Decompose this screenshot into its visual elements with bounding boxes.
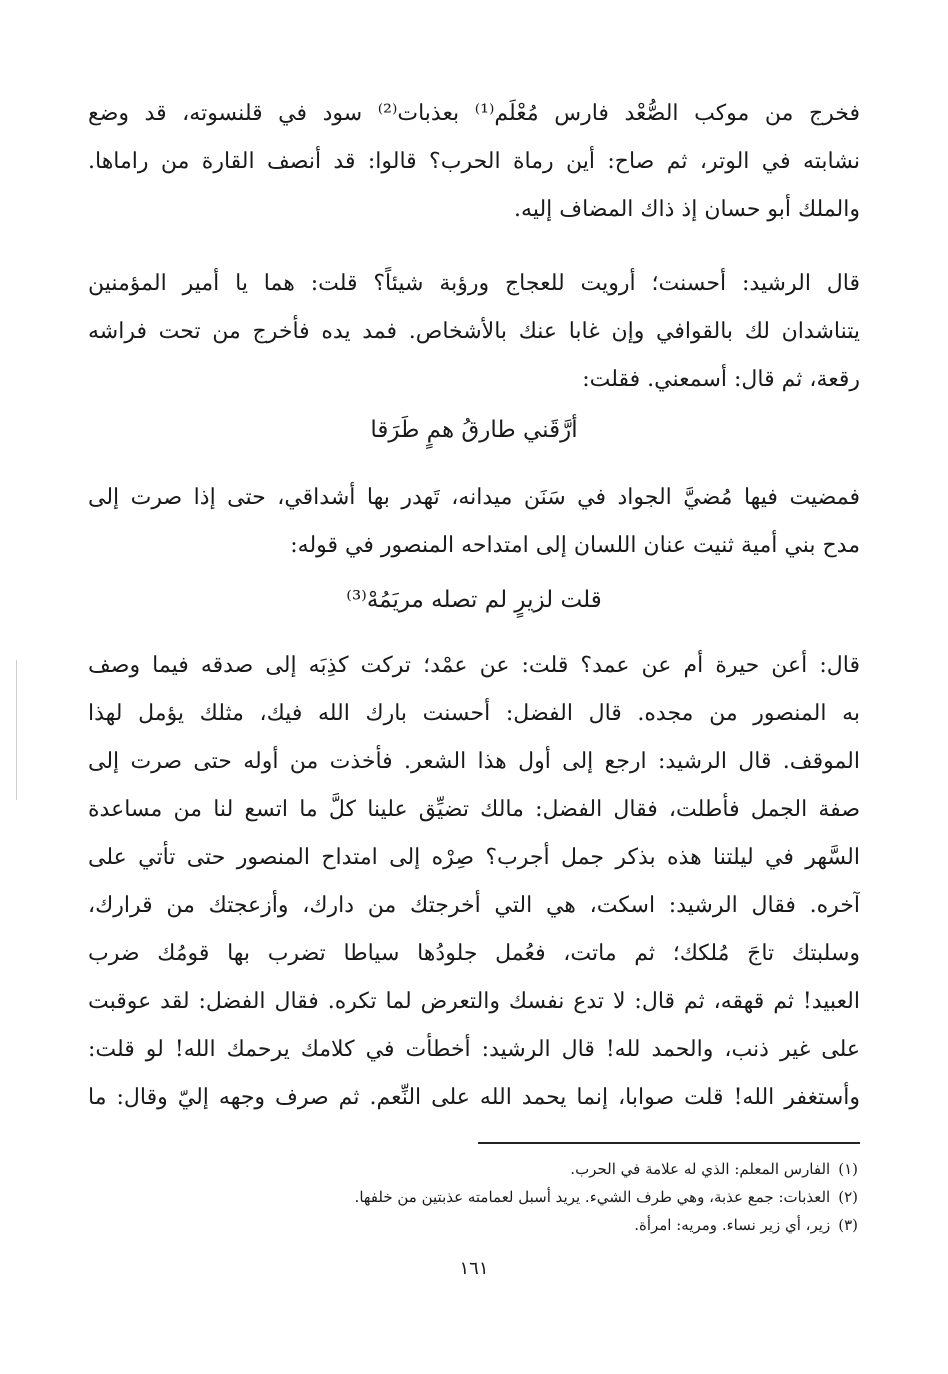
footnote-separator xyxy=(478,1142,860,1144)
text-line: نشابته في الوتر، ثم صاح: أين رماة الحرب؟ قالوا: قد أنصف القارة من راماها. xyxy=(88,149,860,174)
verse-line: قلت لزيرٍ لم تصله مريَمُهْ⁽³⁾ xyxy=(346,587,602,613)
text-line: قال: أعن حيرة أم عن عمد؟ قلت: عن عمْد؛ تركت كذِبَه إلى صدقه فيما وصف xyxy=(88,653,860,678)
text-line: الموقف. قال الرشيد: ارجع إلى أول هذا الشعر. فأخذت من أوله حتى صرت إلى xyxy=(88,749,860,774)
footnote-number: (١) xyxy=(838,1160,858,1178)
scan-margin-mark xyxy=(16,660,17,800)
text-line: والملك أبو حسان إذ ذاك المضاف إليه. xyxy=(514,197,860,222)
page-number: ١٦١ xyxy=(459,1258,489,1279)
text-line: العبيد! ثم قهقه، ثم قال: لا تدع نفسك والتعرض لما تكره. فقال الفضل: لقد عوقبت xyxy=(88,989,860,1014)
text-line: فمضيت فيها مُضيَّ الجواد في سَنَن ميدانه، تَهدر بها أشداقي، حتى إذا صرت إلى xyxy=(88,485,860,510)
text-line: رقعة، ثم قال: أسمعني. فقلت: xyxy=(582,367,860,392)
footnote-number: (٢) xyxy=(838,1188,858,1206)
footnote-number: (٣) xyxy=(838,1216,858,1234)
footnote-item xyxy=(88,1212,858,1238)
footnote-item xyxy=(88,1156,858,1182)
footnote-text: الفارس المعلم: الذي له علامة في الحرب. xyxy=(570,1160,831,1178)
footnote-text: زير، أي زير نساء. ومريه: امرأة. xyxy=(634,1216,831,1234)
footnote-item xyxy=(88,1184,858,1210)
verse-line: أرَّقَني طارقُ همٍ طَرَقا xyxy=(370,417,578,443)
text-line: مدح بني أمية ثنيت عنان اللسان إلى امتداحه المنصور في قوله: xyxy=(290,533,860,558)
text-line: السَّهر في ليلتنا هذه بذكر جمل أجرب؟ صِرْه إلى امتداح المنصور حتى تأتي على xyxy=(88,845,860,870)
text-line: وسلبتك تاجَ مُلكك؛ ثم ماتت، فعُمل جلودُها سياطا تضرب بها قومُك ضرب xyxy=(88,941,860,966)
text-line: وأستغفر الله! قلت صوابا، إنما يحمد الله على النِّعم. ثم صرف وجهه إليّ وقال: ما xyxy=(88,1085,860,1110)
text-line: آخره. فقال الرشيد: اسكت، هي التي أخرجتك من دارك، وأزعجتك من قرارك، xyxy=(88,893,860,918)
text-line: به المنصور من مجده. قال الفضل: أحسنت بارك الله فيك، مثلك يؤمل لهذا xyxy=(88,701,860,726)
text-line: صفة الجمل فأطلت، فقال الفضل: مالك تضيِّق علينا كلَّ ما اتسع لنا من مساعدة xyxy=(88,797,860,822)
text-line: يتناشدان لك بالقوافي وإن غابا عنك بالأشخاص. فمد يده فأخرج من تحت فراشه xyxy=(88,319,860,344)
text-line: على غير ذنب، والحمد لله! قال الرشيد: أخطأت في كلامك يرحمك الله! لو قلت: xyxy=(88,1037,860,1062)
text-line: فخرج من موكب الصُّعْد فارس مُعْلَم⁽¹⁾ بعذبات⁽²⁾ سود في قلنسوته، قد وضع xyxy=(88,101,860,126)
footnote-text: العذبات: جمع عذبة، وهي طرف الشيء. يريد أسبل لعمامته عذبتين من خلفها. xyxy=(354,1188,831,1206)
text-line: قال الرشيد: أحسنت؛ أرويت للعجاج ورؤبة شيئاً؟ قلت: هما يا أمير المؤمنين xyxy=(88,271,860,296)
